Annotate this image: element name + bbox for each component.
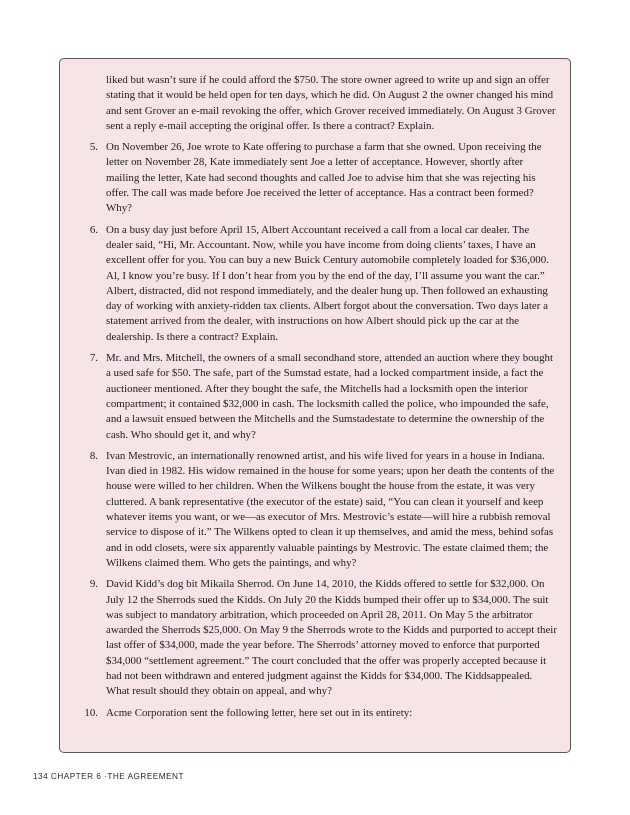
question-text: On a busy day just before April 15, Albert Accountant received a call from a local car dealer. The dealer said, “Hi, Mr. Accountant. Now, while you have income from doing clients’ taxes, I have an excellent offer for you. You can buy a new Buick Century automobile completely loaded for $36,000. Al, I know you’re busy. If I don’t hear from you by the end of the day, I’ll assume you want the car.” Albert, distracted, did not respond immediately, and the dealer hung up. Then followed an exhausting day of working with anxiety-ridden tax clients. Albert forgot about the conversation. Two days later a statement arrived from the dealer, with instructions on how Albert should pick up the car at the dealership. Is there a contract? Explain. [106,223,549,343]
question-item [89,140,558,216]
question-text: Acme Corporation sent the following letter, here set out in its entirety: [106,706,413,719]
question-item [89,223,558,345]
question-text: David Kidd’s dog bit Mikaila Sherrod. On June 14, 2010, the Kidds offered to settle for $32,000. On July 12 the Sherrods sued the Kidds. On July 20 the Kidds bumped their offer up to $34,000. The suit was subject to mandatory arbitration, which proceeded on April 28, 2011. On May 5 the arbitrator awarded the Sherrods $25,000. On May 9 the Sherrods wrote to the Kidds and purported to accept their last offer of $34,000, made the year before. The Sherrods’ attorney moved to enforce that purported $34,000 “settlement agreement.” The court concluded that the offer was properly accepted because it had not been withdrawn and entered judgment against the Kidds for $34,000. The Kiddsappealed. What result should they obtain on appeal, and why? [106,578,557,698]
question-text: On November 26, Joe wrote to Kate offering to purchase a farm that she owned. Upon receiving the letter on November 28, Kate immediately sent Joe a letter of acceptance. However, shortly after mailing the letter, Kate had second thoughts and called Joe to advise him that she was rejecting his offer. The call was made before Joe received the letter of acceptance. Has a contract been formed? Why? [106,141,542,215]
question-number: 9. [89,578,98,591]
question-number: 8. [89,449,98,462]
question-item [84,706,558,721]
question-item [89,351,558,443]
question-number: 10. [84,706,98,719]
question-list [84,140,558,721]
question-number: 7. [89,352,98,365]
question-text: Mr. and Mrs. Mitchell, the owners of a small secondhand store, attended an auction where they bought a used safe for $50. The safe, part of the Sumstad estate, had a locked compartment inside, a fact the auctioneer mentioned. After they bought the safe, the Mitchells had a locksmith open the interior compartment; it contained $32,000 in cash. The locksmith called the police, who impounded the safe, and a lawsuit ensued between the Mitchells and the Sumstadestate to determine the ownership of the cash. Who should get it, and why? [106,352,554,441]
exercise-content [84,73,558,721]
question-text: Ivan Mestrovic, an internationally renowned artist, and his wife lived for years in a house in Indiana. Ivan died in 1982. His widow remained in the house for some years; upon her death the contents of the house were willed to her children. When the Wilkens bought the house from the estate, it was very cluttered. A bank representative (the executor of the estate) said, “You can clean it yourself and keep whatever items you want, or we—as executor of Mrs. Mestrovic’s estate—will hire a rubbish removal service to dispose of it.” The Wilkens opted to clean it up themselves, and amid the mess, behind sofas and in odd closets, were six apparently valuable paintings by Mestrovic. The estate claimed them; the Wilkens claimed them. Who gets the paintings, and why? [106,449,555,569]
question-item [89,577,558,699]
question-number: 5. [89,141,98,154]
continued-question-text: liked but wasn’t sure if he could afford the $750. The store owner agreed to write up and sign an offer stating that it would be held open for ten days, which he did. On August 2 the owner changed his mind and sent Grover an e-mail revoking the offer, which Grover received immediately. On August 3 Grover sent a reply e-mail accepting the original offer. Is there a contract? Explain. [106,74,556,132]
question-number: 6. [89,223,98,236]
page-footer: 134 CHAPTER 6 ·THE AGREEMENT [33,772,184,781]
question-item [89,449,558,571]
exercise-box [59,58,571,753]
